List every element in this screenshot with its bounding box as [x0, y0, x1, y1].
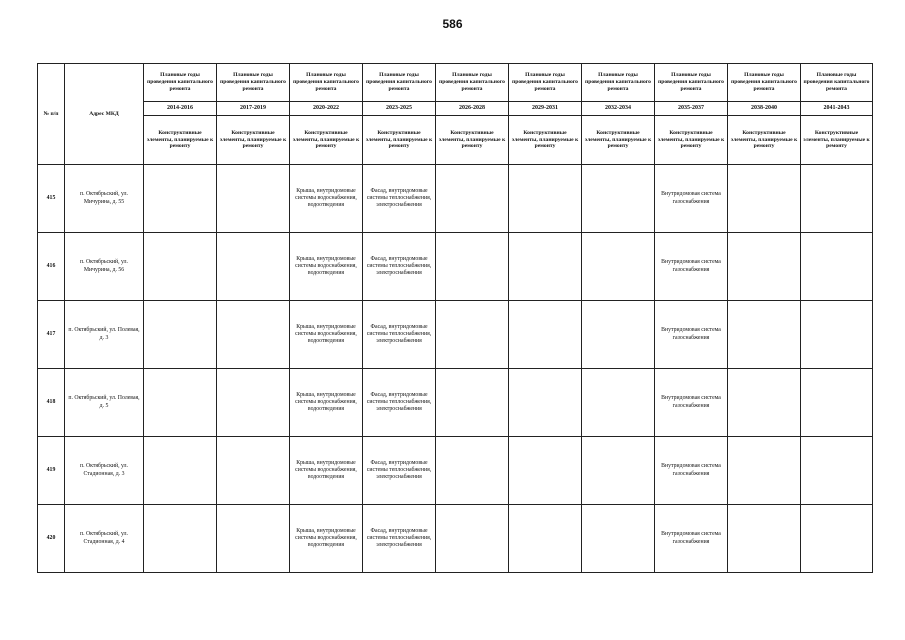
row-elements-cell	[144, 301, 217, 369]
header-plan-label: Плановые годы проведения капитального ремонта	[801, 64, 873, 102]
row-elements-cell	[582, 505, 655, 573]
header-plan-label: Плановые годы проведения капитального ремонта	[655, 64, 728, 102]
table-row	[38, 301, 873, 369]
row-number: 415	[38, 165, 65, 233]
table-row	[38, 505, 873, 573]
row-elements-cell	[217, 437, 290, 505]
row-elements-cell	[144, 233, 217, 301]
row-address: п. Октябрьский, ул. Мичурина, д. 55	[65, 165, 144, 233]
header-elements: Конструктивные элементы, планируемые к ремонту	[801, 116, 873, 165]
row-elements-cell	[509, 165, 582, 233]
row-elements-cell: Фасад, внутридомовые системы теплоснабжения, электроснабжения	[363, 369, 436, 437]
row-elements-cell: Внутридомовая система газоснабжения	[655, 437, 728, 505]
row-elements-cell: Внутридомовая система газоснабжения	[655, 165, 728, 233]
row-elements-cell	[217, 505, 290, 573]
row-elements-cell	[436, 369, 509, 437]
row-number: 418	[38, 369, 65, 437]
header-year: 2038-2040	[728, 102, 801, 116]
row-elements-cell: Крыша, внутридомовые системы водоснабжения, водоотведения	[290, 369, 363, 437]
row-elements-cell	[436, 233, 509, 301]
row-elements-cell	[801, 369, 873, 437]
header-elements: Конструктивные элементы, планируемые к ремонту	[582, 116, 655, 165]
row-elements-cell: Крыша, внутридомовые системы водоснабжения, водоотведения	[290, 437, 363, 505]
header-year: 2041-2043	[801, 102, 873, 116]
header-plan-row	[38, 64, 873, 102]
row-elements-cell	[509, 369, 582, 437]
row-address: п. Октябрьский, ул. Мичурина, д. 56	[65, 233, 144, 301]
row-elements-cell: Внутридомовая система газоснабжения	[655, 369, 728, 437]
header-year: 2026-2028	[436, 102, 509, 116]
row-elements-cell: Крыша, внутридомовые системы водоснабжения, водоотведения	[290, 233, 363, 301]
row-elements-cell	[582, 165, 655, 233]
row-elements-cell: Фасад, внутридомовые системы теплоснабжения, электроснабжения	[363, 233, 436, 301]
row-elements-cell: Фасад, внутридомовые системы теплоснабжения, электроснабжения	[363, 505, 436, 573]
row-elements-cell	[144, 437, 217, 505]
row-elements-cell	[509, 233, 582, 301]
header-plan-label: Плановые годы проведения капитального ремонта	[144, 64, 217, 102]
row-number: 419	[38, 437, 65, 505]
header-elements: Конструктивные элементы, планируемые к ремонту	[290, 116, 363, 165]
row-elements-cell	[728, 233, 801, 301]
row-elements-cell	[582, 369, 655, 437]
row-elements-cell	[436, 437, 509, 505]
header-plan-label: Плановые годы проведения капитального ремонта	[728, 64, 801, 102]
header-year: 2023-2025	[363, 102, 436, 116]
header-elements: Конструктивные элементы, планируемые к ремонту	[655, 116, 728, 165]
header-plan-label: Плановые годы проведения капитального ремонта	[363, 64, 436, 102]
row-elements-cell	[582, 437, 655, 505]
header-plan-label: Плановые годы проведения капитального ремонта	[436, 64, 509, 102]
row-elements-cell	[144, 505, 217, 573]
row-elements-cell	[436, 301, 509, 369]
row-elements-cell	[436, 165, 509, 233]
row-elements-cell: Фасад, внутридомовые системы теплоснабжения, электроснабжения	[363, 301, 436, 369]
header-address: Адрес МКД	[65, 64, 144, 165]
table-row	[38, 233, 873, 301]
row-elements-cell	[217, 233, 290, 301]
row-elements-cell	[509, 505, 582, 573]
row-elements-cell	[582, 233, 655, 301]
row-address: п. Октябрьский, ул. Стадионная, д. 3	[65, 437, 144, 505]
header-years-row	[38, 102, 873, 116]
row-elements-cell: Внутридомовая система газоснабжения	[655, 505, 728, 573]
row-elements-cell	[144, 369, 217, 437]
row-elements-cell: Фасад, внутридомовые системы теплоснабжения, электроснабжения	[363, 165, 436, 233]
row-elements-cell: Крыша, внутридомовые системы водоснабжения, водоотведения	[290, 165, 363, 233]
row-address: п. Октябрьский, ул. Полевая, д. 3	[65, 301, 144, 369]
row-elements-cell: Внутридомовая система газоснабжения	[655, 233, 728, 301]
row-elements-cell	[217, 301, 290, 369]
header-elements: Конструктивные элементы, планируемые к ремонту	[363, 116, 436, 165]
row-elements-cell	[801, 437, 873, 505]
page-number: 586	[442, 17, 463, 31]
row-elements-cell	[509, 437, 582, 505]
header-elements: Конструктивные элементы, планируемые к ремонту	[436, 116, 509, 165]
row-elements-cell	[436, 505, 509, 573]
row-elements-cell	[144, 165, 217, 233]
header-plan-label: Плановые годы проведения капитального ремонта	[509, 64, 582, 102]
header-year: 2035-2037	[655, 102, 728, 116]
row-number: 416	[38, 233, 65, 301]
row-elements-cell	[728, 369, 801, 437]
row-elements-cell: Крыша, внутридомовые системы водоснабжения, водоотведения	[290, 301, 363, 369]
row-number: 420	[38, 505, 65, 573]
row-address: п. Октябрьский, ул. Стадионная, д. 4	[65, 505, 144, 573]
header-num: № п/п	[38, 64, 65, 165]
row-elements-cell	[801, 165, 873, 233]
row-elements-cell	[728, 301, 801, 369]
row-elements-cell	[217, 369, 290, 437]
row-elements-cell	[801, 233, 873, 301]
header-plan-label: Плановые годы проведения капитального ремонта	[217, 64, 290, 102]
row-elements-cell	[728, 165, 801, 233]
header-plan-label: Плановые годы проведения капитального ремонта	[290, 64, 363, 102]
header-year: 2020-2022	[290, 102, 363, 116]
row-elements-cell: Фасад, внутридомовые системы теплоснабжения, электроснабжения	[363, 437, 436, 505]
header-plan-label: Плановые годы проведения капитального ремонта	[582, 64, 655, 102]
table-row	[38, 369, 873, 437]
header-year: 2032-2034	[582, 102, 655, 116]
row-elements-cell: Крыша, внутридомовые системы водоснабжения, водоотведения	[290, 505, 363, 573]
header-elements: Конструктивные элементы, планируемые к ремонту	[217, 116, 290, 165]
row-number: 417	[38, 301, 65, 369]
header-elements: Конструктивные элементы, планируемые к ремонту	[144, 116, 217, 165]
header-year: 2014-2016	[144, 102, 217, 116]
row-elements-cell	[217, 165, 290, 233]
header-elements: Конструктивные элементы, планируемые к ремонту	[728, 116, 801, 165]
row-address: п. Октябрьский, ул. Полевая, д. 5	[65, 369, 144, 437]
row-elements-cell	[801, 505, 873, 573]
capital-repair-table	[37, 63, 873, 573]
row-elements-cell	[509, 301, 582, 369]
header-elements: Конструктивные элементы, планируемые к ремонту	[509, 116, 582, 165]
row-elements-cell	[728, 505, 801, 573]
row-elements-cell	[801, 301, 873, 369]
header-year: 2017-2019	[217, 102, 290, 116]
row-elements-cell	[582, 301, 655, 369]
row-elements-cell	[728, 437, 801, 505]
header-elements-row	[38, 116, 873, 165]
row-elements-cell: Внутридомовая система газоснабжения	[655, 301, 728, 369]
table-row	[38, 437, 873, 505]
header-year: 2029-2031	[509, 102, 582, 116]
table-row	[38, 165, 873, 233]
